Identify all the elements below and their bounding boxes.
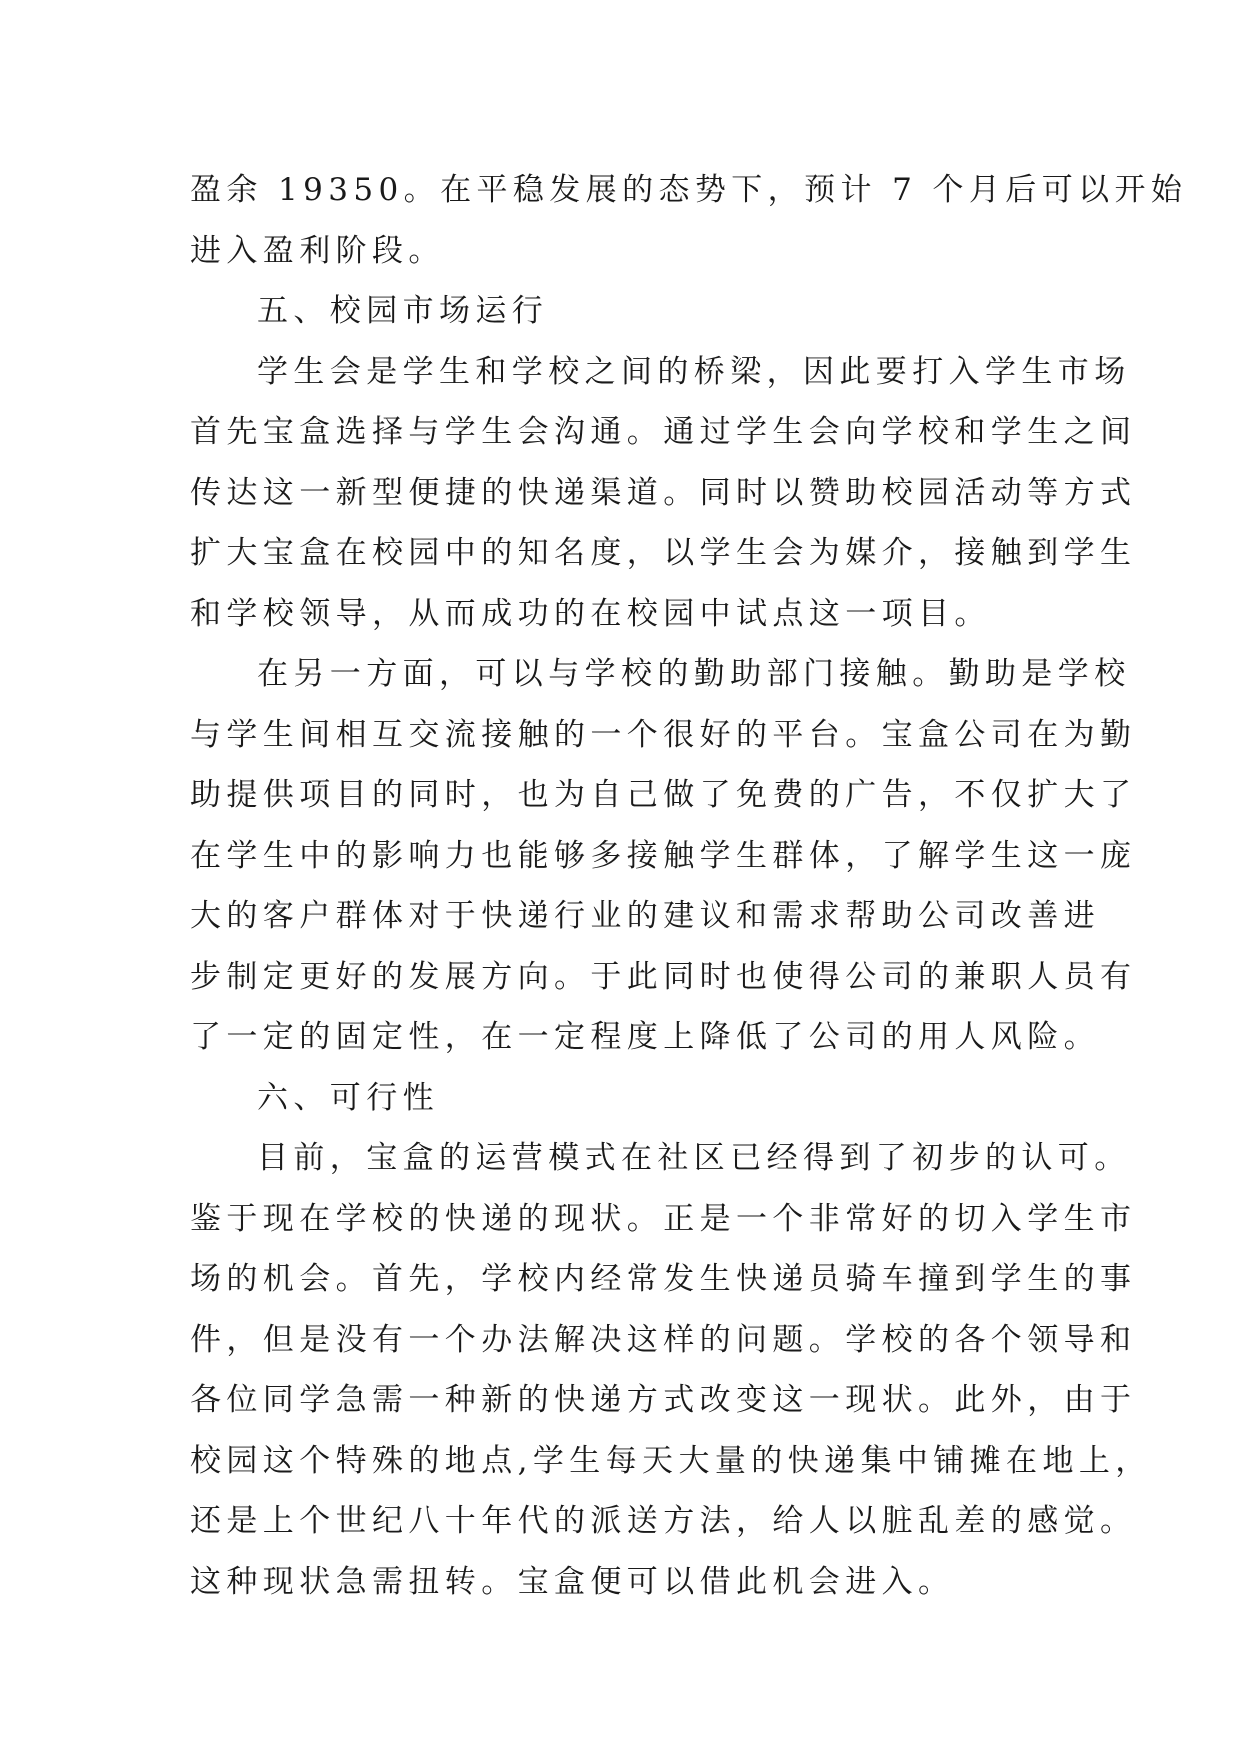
text-line: 鉴于现在学校的快递的现状。正是一个非常好的切入学生市 bbox=[190, 1200, 1137, 1237]
text-line: 场的机会。首先，学校内经常发生快递员骑车撞到学生的事 bbox=[190, 1261, 1137, 1297]
document-body bbox=[190, 160, 1188, 1612]
text-line: 传达这一新型便捷的快递渠道。同时以赞助校园活动等方式 bbox=[190, 474, 1137, 511]
text-line: 目前，宝盒的运营模式在社区已经得到了初步的认可。 bbox=[257, 1140, 1131, 1176]
text-line: 首先宝盒选择与学生会沟通。通过学生会向学校和学生之间 bbox=[190, 414, 1137, 450]
section-heading: 六、可行性 bbox=[257, 1079, 439, 1116]
text-line: 在另一方面，可以与学校的勤助部门接触。勤助是学校 bbox=[257, 656, 1131, 692]
text-line: 这种现状急需扭转。宝盒便可以借此机会进入。 bbox=[190, 1563, 955, 1600]
text-line: 步制定更好的发展方向。于此同时也使得公司的兼职人员有 bbox=[190, 958, 1137, 995]
text-line: 各位同学急需一种新的快递方式改变这一现状。此外，由于 bbox=[190, 1382, 1137, 1418]
section-heading: 五、校园市场运行 bbox=[257, 293, 549, 329]
text-line: 助提供项目的同时，也为自己做了免费的广告，不仅扩大了 bbox=[190, 777, 1137, 813]
text-line: 还是上个世纪八十年代的派送方法，给人以脏乱差的感觉。 bbox=[190, 1503, 1137, 1539]
text-line: 进入盈利阶段。 bbox=[190, 232, 445, 269]
text-line: 大的客户群体对于快递行业的建议和需求帮助公司改善进 bbox=[190, 898, 1100, 934]
text-line: 件，但是没有一个办法解决这样的问题。学校的各个领导和 bbox=[190, 1321, 1137, 1358]
text-line: 校园这个特殊的地点,学生每天大量的快递集中铺摊在地上， bbox=[190, 1442, 1152, 1479]
text-line: 学生会是学生和学校之间的桥梁，因此要打入学生市场 bbox=[257, 353, 1131, 390]
text-line: 扩大宝盒在校园中的知名度，以学生会为媒介，接触到学生 bbox=[190, 535, 1137, 571]
text-line: 和学校领导，从而成功的在校园中试点这一项目。 bbox=[190, 595, 991, 632]
text-line: 在学生中的影响力也能够多接触学生群体，了解学生这一庞 bbox=[190, 837, 1137, 874]
text-line: 盈余 19350。在平稳发展的态势下，预计 7 个月后可以开始 bbox=[190, 172, 1188, 208]
text-line: 了一定的固定性，在一定程度上降低了公司的用人风险。 bbox=[190, 1019, 1100, 1055]
text-line: 与学生间相互交流接触的一个很好的平台。宝盒公司在为勤 bbox=[190, 716, 1137, 753]
